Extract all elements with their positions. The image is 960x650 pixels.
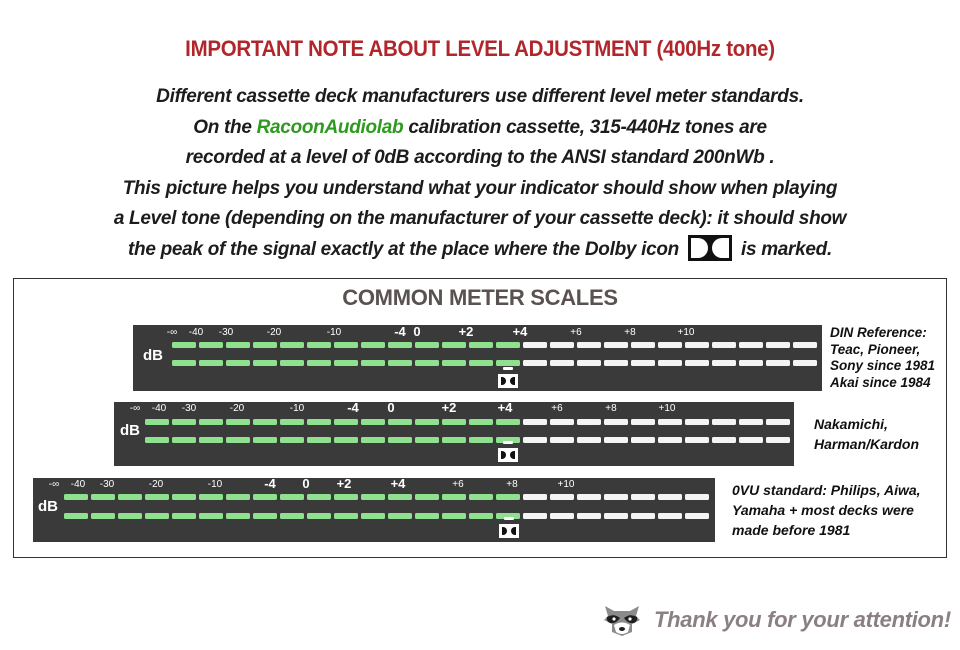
segment-unlit <box>631 419 655 425</box>
segment-lit <box>388 437 412 443</box>
segment-lit <box>442 342 466 348</box>
segment-unlit <box>550 419 574 425</box>
segment-lit <box>199 419 223 425</box>
segment-unlit <box>550 342 574 348</box>
segment-unlit <box>685 437 709 443</box>
tick-label: +8 <box>624 327 636 338</box>
tick-label: +10 <box>658 403 676 414</box>
segment-lit <box>334 437 358 443</box>
intro-line-6 <box>0 235 960 266</box>
segment-lit <box>469 342 493 348</box>
segment-unlit <box>685 360 709 366</box>
segment-lit <box>199 342 223 348</box>
panel-title: COMMON METER SCALES <box>342 285 618 310</box>
tick-label: -∞ <box>129 403 141 414</box>
segment-lit <box>307 494 331 500</box>
tick-label: -∞ <box>166 327 178 338</box>
segment-lit <box>334 360 358 366</box>
tick-label: +2 <box>458 324 474 339</box>
segment-unlit <box>550 437 574 443</box>
segment-lit <box>253 494 277 500</box>
segment-lit <box>253 513 277 519</box>
segment-unlit <box>658 419 682 425</box>
segment-lit <box>415 437 439 443</box>
meter-unit-label: dB <box>143 347 163 364</box>
segment-lit <box>361 494 385 500</box>
meter-din <box>133 325 822 391</box>
tick-label: -10 <box>326 327 342 338</box>
segment-lit <box>145 494 169 500</box>
segment-unlit <box>766 437 790 443</box>
tick-label: +6 <box>551 403 563 414</box>
segment-unlit <box>685 494 709 500</box>
segment-unlit <box>523 437 547 443</box>
intro-line-2 <box>0 113 960 144</box>
segment-unlit <box>712 419 736 425</box>
intro-text <box>0 82 960 265</box>
segment-lit <box>415 513 439 519</box>
segment-unlit <box>523 494 547 500</box>
segment-lit <box>253 437 277 443</box>
segment-lit <box>442 437 466 443</box>
segment-unlit <box>604 513 628 519</box>
tick-label: +4 <box>390 476 406 491</box>
segment-unlit <box>550 494 574 500</box>
caption-line: Harman/Kardon <box>814 436 920 452</box>
segment-unlit <box>604 342 628 348</box>
tick-label: 0 <box>302 476 310 491</box>
segment-unlit <box>766 360 790 366</box>
segment-lit <box>334 513 358 519</box>
tick-label: +4 <box>497 400 513 415</box>
tick-label: +8 <box>605 403 617 414</box>
dolby-marker-icon <box>496 440 520 466</box>
segment-unlit <box>739 437 763 443</box>
segment-unlit <box>604 360 628 366</box>
segment-unlit <box>631 360 655 366</box>
segment-lit <box>226 360 250 366</box>
segment-lit <box>388 360 412 366</box>
segment-unlit <box>712 437 736 443</box>
meter-0vu <box>33 478 715 542</box>
segment-lit <box>334 419 358 425</box>
segment-lit <box>172 342 196 348</box>
segment-lit <box>415 360 439 366</box>
page-title: IMPORTANT NOTE ABOUT LEVEL ADJUSTMENT (400Hz tone) <box>185 36 775 61</box>
dolby-marker-icon <box>496 366 520 392</box>
segment-lit <box>361 437 385 443</box>
tick-label: -40 <box>70 479 86 490</box>
segment-lit <box>361 513 385 519</box>
segment-lit <box>469 494 493 500</box>
caption-line: DIN Reference: <box>830 325 927 340</box>
dolby-icon <box>688 235 732 261</box>
segment-lit <box>118 513 142 519</box>
tick-label: -20 <box>229 403 245 414</box>
meter-nakamichi <box>114 402 794 466</box>
tick-label: +2 <box>441 400 457 415</box>
intro-line-6-post: is marked. <box>740 238 832 260</box>
tick-label: -30 <box>99 479 115 490</box>
tick-label: -40 <box>188 327 204 338</box>
caption-line: Sony since 1981 <box>830 358 936 373</box>
segment-lit <box>145 437 169 443</box>
segment-unlit <box>577 342 601 348</box>
caption-line: 0VU standard: Philips, Aiwa, <box>732 482 921 498</box>
segment-unlit <box>577 419 601 425</box>
segment-lit <box>496 342 520 348</box>
segment-lit <box>253 342 277 348</box>
tick-label: +4 <box>512 324 528 339</box>
tick-label: -40 <box>151 403 167 414</box>
tick-label: -30 <box>181 403 197 414</box>
segment-lit <box>415 419 439 425</box>
tick-label: 0 <box>387 400 395 415</box>
segment-lit <box>442 360 466 366</box>
segment-unlit <box>577 513 601 519</box>
tick-label: -4 <box>264 476 276 491</box>
caption-line: made before 1981 <box>732 522 851 538</box>
segment-lit <box>280 342 304 348</box>
meter-nakamichi-caption <box>814 414 919 454</box>
brand-name: RacoonAudiolab <box>256 116 404 138</box>
segment-unlit <box>631 342 655 348</box>
segment-unlit <box>739 419 763 425</box>
segment-lit <box>307 513 331 519</box>
segment-unlit <box>793 360 817 366</box>
segment-lit <box>442 513 466 519</box>
segment-unlit <box>523 360 547 366</box>
segment-lit <box>388 342 412 348</box>
intro-line-5: a Level tone (depending on the manufacturer of your cassette deck): it should show <box>113 208 847 229</box>
segment-lit <box>469 360 493 366</box>
segment-unlit <box>577 360 601 366</box>
segment-lit <box>280 419 304 425</box>
segment-unlit <box>712 360 736 366</box>
segment-lit <box>415 494 439 500</box>
tick-label: -∞ <box>48 479 60 490</box>
segment-lit <box>307 437 331 443</box>
caption-line: Teac, Pioneer, <box>830 341 921 357</box>
caption-line: Akai since 1984 <box>830 374 931 390</box>
segment-lit <box>388 419 412 425</box>
caption-line: Nakamichi, <box>814 416 888 432</box>
segment-lit <box>64 513 88 519</box>
segment-lit <box>280 437 304 443</box>
segment-lit <box>388 513 412 519</box>
tick-label: -10 <box>207 479 223 490</box>
segment-lit <box>388 494 412 500</box>
segment-lit <box>307 419 331 425</box>
segment-unlit <box>685 342 709 348</box>
segment-lit <box>253 360 277 366</box>
segment-unlit <box>685 419 709 425</box>
segment-unlit <box>604 437 628 443</box>
meter-unit-label: dB <box>120 422 140 439</box>
segment-unlit <box>523 342 547 348</box>
segment-unlit <box>550 360 574 366</box>
segment-lit <box>253 419 277 425</box>
segment-unlit <box>658 342 682 348</box>
segment-unlit <box>658 437 682 443</box>
segment-unlit <box>523 513 547 519</box>
segment-lit <box>172 419 196 425</box>
tick-label: -30 <box>218 327 234 338</box>
segment-lit <box>361 342 385 348</box>
intro-line-6-pre: the peak of the signal exactly at the place where the Dolby icon <box>128 238 679 260</box>
segment-lit <box>172 360 196 366</box>
segment-unlit <box>739 360 763 366</box>
segment-lit <box>199 513 223 519</box>
segment-lit <box>280 513 304 519</box>
tick-label: +2 <box>336 476 352 491</box>
segment-lit <box>226 419 250 425</box>
segment-unlit <box>766 419 790 425</box>
segment-lit <box>307 360 331 366</box>
segment-unlit <box>766 342 790 348</box>
intro-line-3: recorded at a level of 0dB according to the ANSI standard 200nWb . <box>185 147 775 168</box>
segment-unlit <box>685 513 709 519</box>
segment-unlit <box>550 513 574 519</box>
tick-label: +10 <box>677 327 695 338</box>
segment-unlit <box>793 342 817 348</box>
tick-label: 0 <box>413 324 421 339</box>
segment-unlit <box>631 437 655 443</box>
segment-unlit <box>577 437 601 443</box>
segment-lit <box>307 342 331 348</box>
thank-you-text: Thank you for your attention! <box>654 607 951 632</box>
meter-0vu-caption <box>732 480 921 540</box>
segment-lit <box>226 437 250 443</box>
tick-label: +10 <box>557 479 575 490</box>
segment-lit <box>91 494 115 500</box>
segment-unlit <box>658 360 682 366</box>
intro-line-2-pre: On the <box>193 116 257 138</box>
tick-label: -10 <box>289 403 305 414</box>
segment-lit <box>172 494 196 500</box>
segment-lit <box>334 494 358 500</box>
intro-line-1: Different cassette deck manufacturers use different level meter standards. <box>156 86 804 107</box>
segment-lit <box>145 513 169 519</box>
segment-lit <box>91 513 115 519</box>
segment-unlit <box>631 513 655 519</box>
segment-lit <box>496 494 520 500</box>
segment-lit <box>361 419 385 425</box>
segment-lit <box>442 494 466 500</box>
segment-unlit <box>604 494 628 500</box>
footer <box>602 600 951 640</box>
meter-unit-label: dB <box>38 498 58 515</box>
meter-din-caption <box>830 325 935 391</box>
tick-label: -4 <box>347 400 359 415</box>
tick-label: +8 <box>506 479 518 490</box>
segment-lit <box>226 342 250 348</box>
segment-lit <box>199 494 223 500</box>
segment-lit <box>226 513 250 519</box>
segment-lit <box>280 494 304 500</box>
intro-line-4: This picture helps you understand what your indicator should show when playing <box>122 177 838 199</box>
segment-lit <box>334 342 358 348</box>
segment-lit <box>118 494 142 500</box>
segment-lit <box>199 360 223 366</box>
tick-label: +6 <box>570 327 582 338</box>
segment-lit <box>496 419 520 425</box>
segment-unlit <box>658 513 682 519</box>
segment-lit <box>145 419 169 425</box>
segment-lit <box>64 494 88 500</box>
segment-lit <box>199 437 223 443</box>
segment-unlit <box>523 419 547 425</box>
segment-lit <box>469 513 493 519</box>
tick-label: -4 <box>394 324 406 339</box>
segment-unlit <box>577 494 601 500</box>
segment-lit <box>172 513 196 519</box>
segment-lit <box>469 419 493 425</box>
segment-unlit <box>604 419 628 425</box>
segment-lit <box>280 360 304 366</box>
segment-unlit <box>631 494 655 500</box>
tick-label: -20 <box>266 327 282 338</box>
dolby-marker-icon <box>497 516 521 542</box>
segment-unlit <box>658 494 682 500</box>
segment-lit <box>361 360 385 366</box>
segment-lit <box>469 437 493 443</box>
segment-unlit <box>739 342 763 348</box>
tick-label: -20 <box>148 479 164 490</box>
caption-line: Yamaha + most decks were <box>732 502 914 518</box>
segment-lit <box>226 494 250 500</box>
segment-lit <box>415 342 439 348</box>
segment-lit <box>442 419 466 425</box>
raccoon-icon <box>602 602 642 638</box>
segment-unlit <box>712 342 736 348</box>
segment-lit <box>172 437 196 443</box>
tick-label: +6 <box>452 479 464 490</box>
intro-line-2-post: calibration cassette, 315-440Hz tones are <box>403 116 767 138</box>
